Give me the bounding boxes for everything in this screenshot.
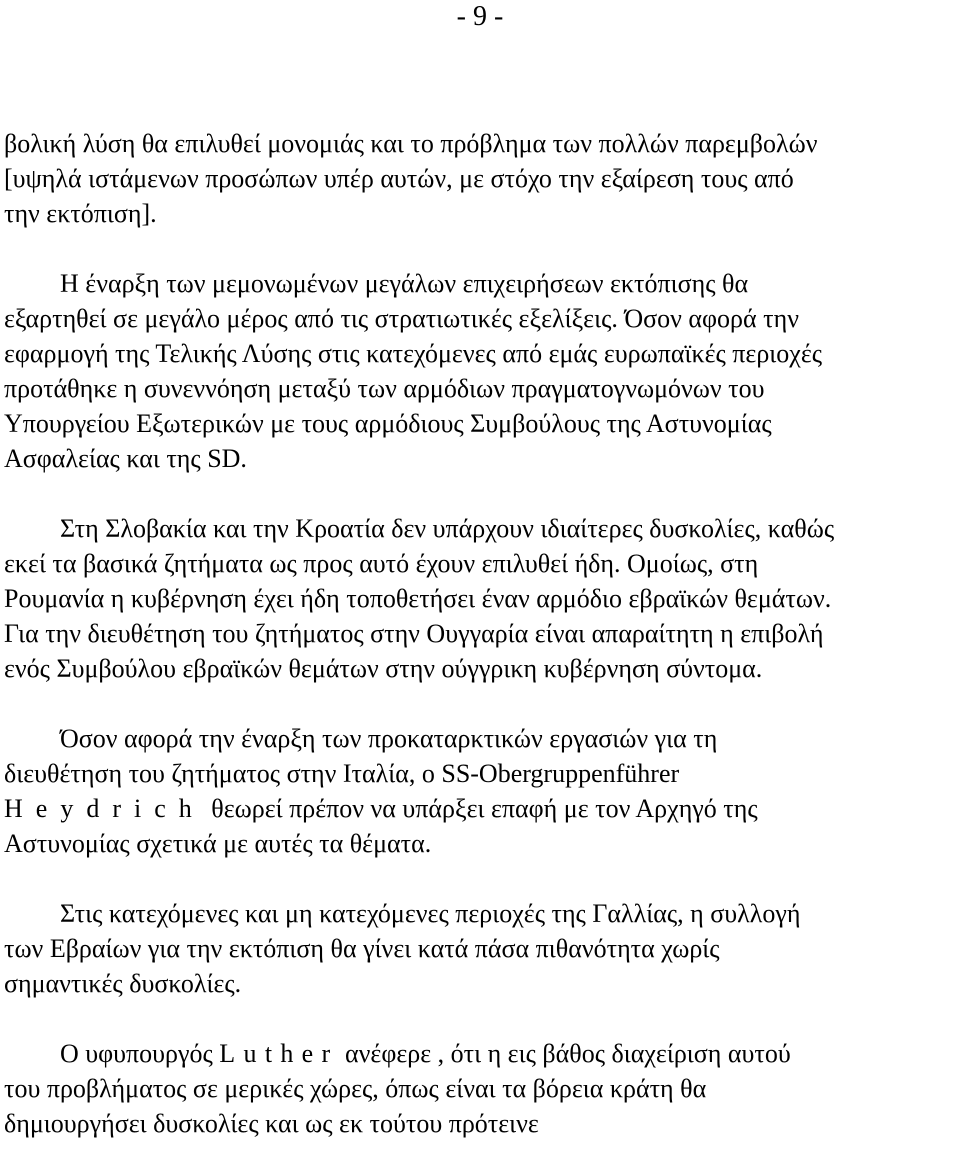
text-line: εφαρμογή της Τελικής Λύσης στις κατεχόμενες από εμάς ευρωπαϊκές περιοχές (4, 339, 823, 368)
text-line: [υψηλά ιστάμενων προσώπων υπέρ αυτών, με στόχο την εξαίρεση τους από (4, 164, 794, 193)
text-line: βολική λύση θα επιλυθεί μονομιάς και το πρόβλημα των πολλών παρεμβολών (4, 129, 818, 158)
text-line: Ασφαλείας και της SD. (4, 444, 247, 473)
text-line: Αστυνομίας σχετικά με αυτές τα θέματα. (4, 829, 432, 858)
text-line: διευθέτηση του ζητήματος στην Ιταλία, ο SS-Obergruppenführer (4, 759, 680, 788)
spaced-name-luther: Luther (219, 1039, 339, 1068)
text-line: Η έναρξη των μεμονωμένων μεγάλων επιχειρήσεων εκτόπισης θα (60, 269, 749, 298)
text-line: των Εβραίων για την εκτόπιση θα γίνει κατά πάσα πιθανότητα χωρίς (4, 934, 720, 963)
paragraph-4 (4, 721, 954, 861)
text-line: Όσον αφορά την έναρξη των προκαταρκτικών εργασιών για τη (60, 724, 718, 753)
paragraph-3 (4, 511, 954, 686)
text-line: σημαντικές δυσκολίες. (4, 969, 242, 998)
text-line (4, 1036, 954, 1071)
text-line: την εκτόπιση]. (4, 199, 157, 228)
paragraph-1 (4, 126, 954, 231)
page-number: - 9 - (456, 1, 504, 32)
text-line: δημιουργήσει δυσκολίες και ως εκ τούτου πρότεινε (4, 1109, 539, 1138)
paragraph-2 (4, 266, 954, 476)
text-line: Για την διευθέτηση του ζητήματος στην Ουγγαρία είναι απαραίτητη η επιβολή (4, 619, 824, 648)
text-run: θεωρεί πρέπον να υπάρξει επαφή με τον Αρχηγό της (211, 794, 758, 823)
text-run: Ο υφυπουργός (60, 1039, 213, 1068)
spaced-name-heydrich: Heydrich (4, 794, 205, 823)
text-run: ανέφερε , ότι η εις βάθος διαχείριση αυτού (345, 1039, 791, 1068)
text-line: προτάθηκε η συνεννόηση μεταξύ των αρμόδιων πραγματογνωμόνων του (4, 374, 765, 403)
text-line: ενός Συμβούλου εβραϊκών θεμάτων στην ούγγρικη κυβέρνηση σύντομα. (4, 654, 763, 683)
text-line: Υπουργείου Εξωτερικών με τους αρμόδιους Συμβούλους της Αστυνομίας (4, 409, 772, 438)
text-line: Ρουμανία η κυβέρνηση έχει ήδη τοποθετήσει έναν αρμόδιο εβραϊκών θεμάτων. (4, 584, 832, 613)
text-line: Στις κατεχόμενες και μη κατεχόμενες περιοχές της Γαλλίας, η συλλογή (60, 899, 801, 928)
text-line: του προβλήματος σε μερικές χώρες, όπως είναι τα βόρεια κράτη θα (4, 1074, 707, 1103)
text-line: εξαρτηθεί σε μεγάλο μέρος από τις στρατιωτικές εξελίξεις. Όσον αφορά την (4, 304, 799, 333)
text-line: εκεί τα βασικά ζητήματα ως προς αυτό έχουν επιλυθεί ήδη. Ομοίως, στη (4, 549, 759, 578)
paragraph-6 (4, 1036, 954, 1141)
text-line: Στη Σλοβακία και την Κροατία δεν υπάρχουν ιδιαίτερες δυσκολίες, καθώς (60, 514, 835, 543)
document-body (4, 126, 954, 1176)
paragraph-5 (4, 896, 954, 1001)
text-line (4, 791, 954, 826)
